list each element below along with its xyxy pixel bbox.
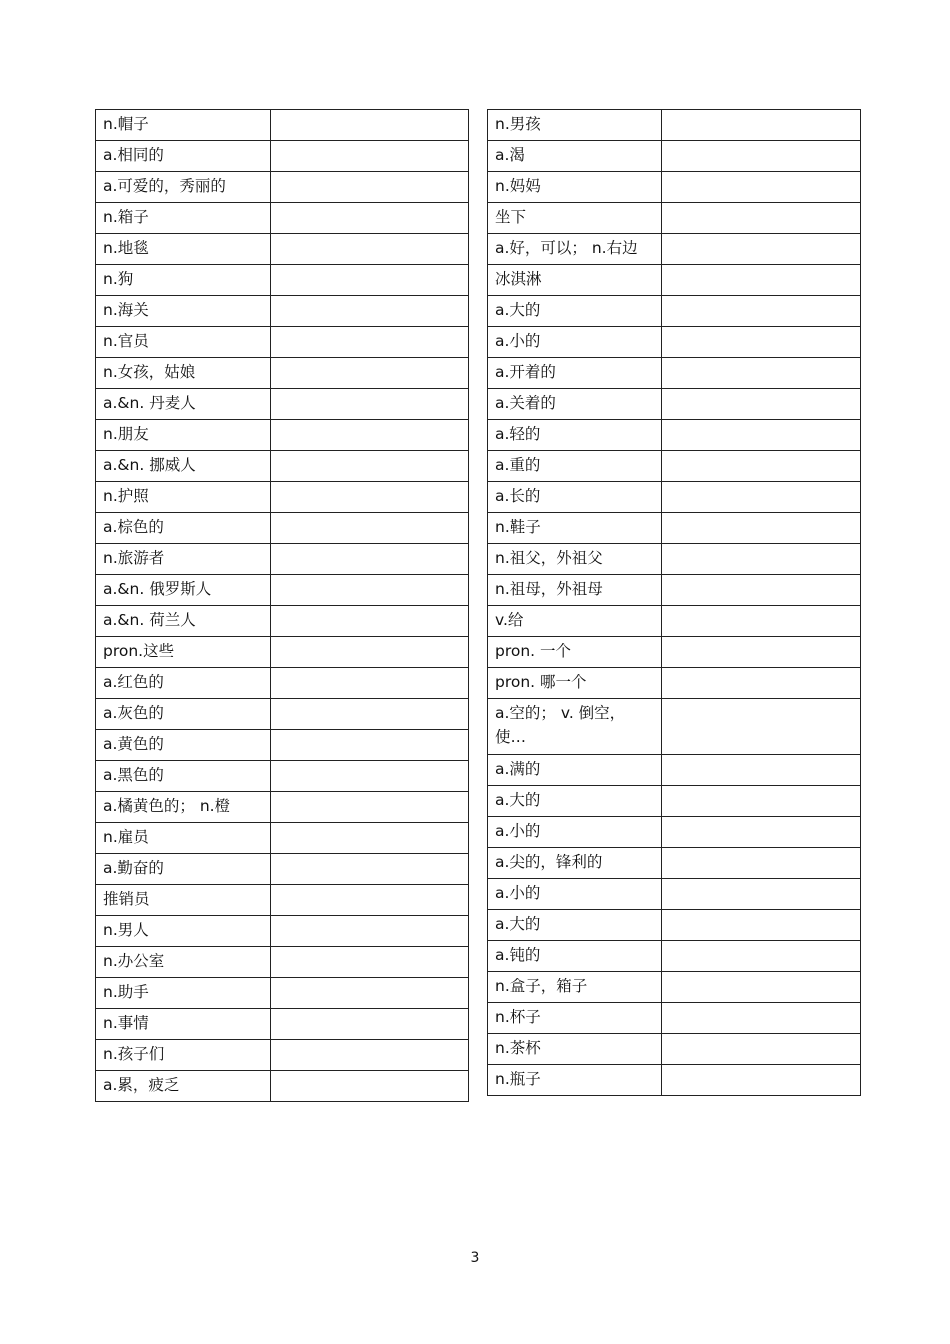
answer-blank[interactable] — [662, 575, 861, 606]
chinese-meaning: a.大的 — [488, 786, 662, 817]
chinese-meaning: n.女孩，姑娘 — [96, 358, 271, 389]
table-row — [488, 668, 861, 699]
answer-blank[interactable] — [662, 755, 861, 786]
answer-blank[interactable] — [662, 296, 861, 327]
answer-blank[interactable] — [271, 761, 469, 792]
chinese-meaning: a.小的 — [488, 879, 662, 910]
answer-blank[interactable] — [271, 1071, 469, 1102]
answer-blank[interactable] — [662, 358, 861, 389]
answer-blank[interactable] — [662, 327, 861, 358]
answer-blank[interactable] — [662, 941, 861, 972]
chinese-meaning: a.棕色的 — [96, 513, 271, 544]
table-row — [96, 916, 469, 947]
chinese-meaning: 冰淇淋 — [488, 265, 662, 296]
chinese-meaning: n.男人 — [96, 916, 271, 947]
table-row — [488, 1065, 861, 1096]
answer-blank[interactable] — [271, 947, 469, 978]
chinese-meaning: a.好，可以； n.右边 — [488, 234, 662, 265]
answer-blank[interactable] — [271, 792, 469, 823]
page-number: 3 — [470, 1250, 480, 1266]
table-row — [488, 172, 861, 203]
table-row — [488, 910, 861, 941]
answer-blank[interactable] — [271, 172, 469, 203]
answer-blank[interactable] — [271, 513, 469, 544]
chinese-meaning: v.给 — [488, 606, 662, 637]
answer-blank[interactable] — [271, 482, 469, 513]
table-row — [488, 786, 861, 817]
chinese-meaning: a.累，疲乏 — [96, 1071, 271, 1102]
table-row — [96, 358, 469, 389]
table-row — [96, 110, 469, 141]
vocab-table-left — [95, 109, 469, 1102]
table-row — [96, 761, 469, 792]
chinese-meaning: pron.这些 — [96, 637, 271, 668]
chinese-meaning: a.灰色的 — [96, 699, 271, 730]
table-row — [488, 203, 861, 234]
answer-blank[interactable] — [271, 637, 469, 668]
table-row — [96, 854, 469, 885]
answer-blank[interactable] — [662, 203, 861, 234]
vocab-table-right — [487, 109, 861, 1096]
answer-blank[interactable] — [662, 1065, 861, 1096]
table-row — [96, 265, 469, 296]
chinese-meaning: n.事情 — [96, 1009, 271, 1040]
answer-blank[interactable] — [271, 668, 469, 699]
chinese-meaning: n.地毯 — [96, 234, 271, 265]
answer-blank[interactable] — [662, 606, 861, 637]
chinese-meaning: a.可爱的，秀丽的 — [96, 172, 271, 203]
table-row — [96, 730, 469, 761]
answer-blank[interactable] — [662, 389, 861, 420]
chinese-meaning: n.雇员 — [96, 823, 271, 854]
answer-blank[interactable] — [662, 1003, 861, 1034]
answer-blank[interactable] — [271, 823, 469, 854]
table-row — [488, 265, 861, 296]
table-row — [96, 699, 469, 730]
answer-blank[interactable] — [662, 513, 861, 544]
answer-blank[interactable] — [662, 265, 861, 296]
answer-blank[interactable] — [271, 699, 469, 730]
answer-blank[interactable] — [271, 575, 469, 606]
answer-blank[interactable] — [271, 916, 469, 947]
table-row — [488, 110, 861, 141]
table-row — [96, 575, 469, 606]
answer-blank[interactable] — [662, 420, 861, 451]
table-row — [96, 1040, 469, 1071]
table-row — [488, 606, 861, 637]
chinese-meaning: n.鞋子 — [488, 513, 662, 544]
table-row — [96, 792, 469, 823]
table-row — [96, 885, 469, 916]
table-row — [488, 451, 861, 482]
table-row — [488, 817, 861, 848]
answer-blank[interactable] — [662, 544, 861, 575]
chinese-meaning: n.官员 — [96, 327, 271, 358]
chinese-meaning: n.茶杯 — [488, 1034, 662, 1065]
chinese-meaning: 坐下 — [488, 203, 662, 234]
chinese-meaning: a.尖的，锋利的 — [488, 848, 662, 879]
answer-blank[interactable] — [662, 637, 861, 668]
table-row — [96, 1009, 469, 1040]
chinese-meaning: a.&n. 俄罗斯人 — [96, 575, 271, 606]
answer-blank[interactable] — [662, 234, 861, 265]
chinese-meaning: a.橘黄色的； n.橙 — [96, 792, 271, 823]
chinese-meaning: a.满的 — [488, 755, 662, 786]
chinese-meaning: n.办公室 — [96, 947, 271, 978]
table-row — [96, 823, 469, 854]
answer-blank[interactable] — [271, 389, 469, 420]
answer-blank[interactable] — [271, 141, 469, 172]
table-row — [96, 978, 469, 1009]
chinese-meaning: a.渴 — [488, 141, 662, 172]
table-row — [488, 513, 861, 544]
chinese-meaning: n.海关 — [96, 296, 271, 327]
answer-blank[interactable] — [662, 482, 861, 513]
table-row — [488, 575, 861, 606]
table-row — [488, 141, 861, 172]
chinese-meaning: a.开着的 — [488, 358, 662, 389]
table-row — [488, 234, 861, 265]
answer-blank[interactable] — [662, 668, 861, 699]
answer-blank[interactable] — [271, 234, 469, 265]
chinese-meaning: a.&n. 荷兰人 — [96, 606, 271, 637]
chinese-meaning: n.孩子们 — [96, 1040, 271, 1071]
chinese-meaning: a.大的 — [488, 910, 662, 941]
chinese-meaning: n.祖母，外祖母 — [488, 575, 662, 606]
chinese-meaning: n.杯子 — [488, 1003, 662, 1034]
answer-blank[interactable] — [271, 978, 469, 1009]
table-row — [96, 668, 469, 699]
chinese-meaning: a.长的 — [488, 482, 662, 513]
table-row — [96, 544, 469, 575]
chinese-meaning: n.盒子，箱子 — [488, 972, 662, 1003]
table-row — [96, 327, 469, 358]
table-row — [96, 389, 469, 420]
chinese-meaning: n.护照 — [96, 482, 271, 513]
answer-blank[interactable] — [271, 296, 469, 327]
chinese-meaning: a.空的； v. 倒空，使… — [488, 699, 662, 755]
chinese-meaning: n.旅游者 — [96, 544, 271, 575]
chinese-meaning: a.小的 — [488, 327, 662, 358]
table-row — [488, 941, 861, 972]
answer-blank[interactable] — [271, 606, 469, 637]
answer-blank[interactable] — [271, 885, 469, 916]
table-row — [96, 420, 469, 451]
chinese-meaning: pron. 一个 — [488, 637, 662, 668]
table-row — [488, 848, 861, 879]
table-row — [96, 234, 469, 265]
answer-blank[interactable] — [271, 358, 469, 389]
answer-blank[interactable] — [271, 110, 469, 141]
chinese-meaning: n.男孩 — [488, 110, 662, 141]
chinese-meaning: n.朋友 — [96, 420, 271, 451]
table-row — [488, 755, 861, 786]
chinese-meaning: n.箱子 — [96, 203, 271, 234]
answer-blank[interactable] — [662, 972, 861, 1003]
table-row — [488, 482, 861, 513]
answer-blank[interactable] — [271, 854, 469, 885]
answer-blank[interactable] — [662, 699, 861, 755]
chinese-meaning: a.重的 — [488, 451, 662, 482]
table-row — [488, 358, 861, 389]
table-row — [96, 451, 469, 482]
answer-blank[interactable] — [662, 910, 861, 941]
chinese-meaning: a.轻的 — [488, 420, 662, 451]
chinese-meaning: a.黄色的 — [96, 730, 271, 761]
answer-blank[interactable] — [662, 451, 861, 482]
answer-blank[interactable] — [662, 172, 861, 203]
answer-blank[interactable] — [271, 1040, 469, 1071]
table-row — [488, 1034, 861, 1065]
table-row — [488, 879, 861, 910]
answer-blank[interactable] — [662, 817, 861, 848]
answer-blank[interactable] — [662, 110, 861, 141]
table-row — [488, 972, 861, 1003]
table-row — [488, 327, 861, 358]
table-row — [96, 947, 469, 978]
chinese-meaning: a.黑色的 — [96, 761, 271, 792]
chinese-meaning: n.帽子 — [96, 110, 271, 141]
table-row — [488, 296, 861, 327]
answer-blank[interactable] — [662, 1034, 861, 1065]
answer-blank[interactable] — [662, 848, 861, 879]
table-row — [488, 699, 861, 755]
chinese-meaning: a.&n. 挪威人 — [96, 451, 271, 482]
table-row — [488, 637, 861, 668]
answer-blank[interactable] — [662, 879, 861, 910]
table-row — [488, 420, 861, 451]
answer-blank[interactable] — [271, 730, 469, 761]
chinese-meaning: a.小的 — [488, 817, 662, 848]
table-row — [96, 172, 469, 203]
table-row — [96, 1071, 469, 1102]
answer-blank[interactable] — [271, 203, 469, 234]
chinese-meaning: pron. 哪一个 — [488, 668, 662, 699]
chinese-meaning: a.关着的 — [488, 389, 662, 420]
answer-blank[interactable] — [662, 141, 861, 172]
chinese-meaning: n.祖父，外祖父 — [488, 544, 662, 575]
table-row — [96, 637, 469, 668]
table-row — [96, 141, 469, 172]
table-row — [96, 513, 469, 544]
chinese-meaning: n.瓶子 — [488, 1065, 662, 1096]
chinese-meaning: a.勤奋的 — [96, 854, 271, 885]
table-row — [96, 203, 469, 234]
chinese-meaning: n.狗 — [96, 265, 271, 296]
answer-blank[interactable] — [271, 1009, 469, 1040]
table-row — [96, 296, 469, 327]
chinese-meaning: a.&n. 丹麦人 — [96, 389, 271, 420]
table-row — [488, 1003, 861, 1034]
chinese-meaning: 推销员 — [96, 885, 271, 916]
answer-blank[interactable] — [662, 786, 861, 817]
table-row — [96, 482, 469, 513]
table-row — [488, 389, 861, 420]
answer-blank[interactable] — [271, 420, 469, 451]
table-row — [96, 606, 469, 637]
table-row — [488, 544, 861, 575]
answer-blank[interactable] — [271, 544, 469, 575]
chinese-meaning: a.红色的 — [96, 668, 271, 699]
answer-blank[interactable] — [271, 265, 469, 296]
answer-blank[interactable] — [271, 451, 469, 482]
chinese-meaning: n.妈妈 — [488, 172, 662, 203]
answer-blank[interactable] — [271, 327, 469, 358]
chinese-meaning: a.钝的 — [488, 941, 662, 972]
chinese-meaning: n.助手 — [96, 978, 271, 1009]
chinese-meaning: a.大的 — [488, 296, 662, 327]
chinese-meaning: a.相同的 — [96, 141, 271, 172]
